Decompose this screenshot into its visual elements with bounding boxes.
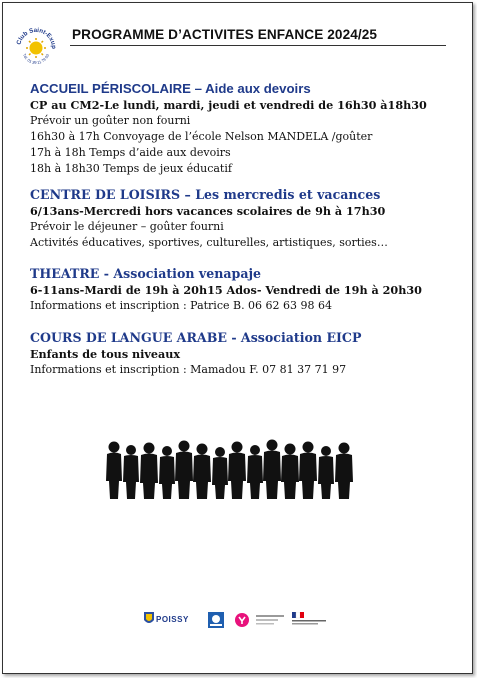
section-line: Enfants de tous niveaux: [30, 347, 181, 361]
section-line: Prévoir le déjeuner – goûter fourni: [30, 220, 224, 233]
children-silhouettes-image: [104, 437, 360, 499]
title-underline: [70, 45, 446, 46]
section-line: Activités éducatives, sportives, culturelles, artistiques, sorties…: [30, 236, 388, 249]
club-logo: [14, 26, 58, 70]
partner-logos: [140, 612, 340, 628]
departement-logo-icon: [256, 612, 284, 626]
section-line: Informations et inscription : Patrice B. 06 62 63 98 64: [30, 299, 333, 312]
section-line: 18h à 18h30 Temps de jeux éducatif: [30, 162, 232, 175]
republique-francaise-logo-icon: [292, 612, 326, 626]
poissy-crest-icon: [144, 612, 154, 626]
section-accueil-periscolaire: [30, 81, 470, 177]
section-heading: CENTRE DE LOISIRS – Les mercredis et vacances: [30, 187, 381, 202]
caf-logo-icon: [208, 612, 224, 628]
section-theatre: [30, 266, 470, 314]
page-title: PROGRAMME D’ACTIVITES ENFANCE 2024/25: [72, 27, 378, 42]
section-heading: ACCUEIL PÉRISCOLAIRE – Aide aux devoirs: [30, 81, 311, 96]
section-line: CP au CM2-Le lundi, mardi, jeudi et vendredi de 16h30 à18h30: [30, 98, 427, 112]
yvelines-logo-icon: [234, 612, 250, 628]
section-line: 16h30 à 17h Convoyage de l’école Nelson MANDELA /goûter: [30, 130, 373, 143]
logo-text-top: Club Saint-Exup: [15, 26, 58, 50]
section-line: 6/13ans-Mercredi hors vacances scolaires de 9h à 17h30: [30, 204, 386, 218]
section-line: Prévoir un goûter non fourni: [30, 114, 191, 127]
section-heading: COURS DE LANGUE ARABE - Association EICP: [30, 330, 362, 345]
section-line: Informations et inscription : Mamadou F. 07 81 37 71 97: [30, 363, 347, 376]
section-heading: THEATRE - Association venapaje: [30, 266, 262, 281]
poissy-logo-text: POISSY: [156, 615, 189, 624]
section-line: 6-11ans-Mardi de 19h à 20h15 Ados- Vendredi de 19h à 20h30: [30, 283, 422, 297]
section-line: 17h à 18h Temps d’aide aux devoirs: [30, 146, 231, 159]
logo-text-bottom: Tél. 01 39 11 79 03: [21, 52, 51, 66]
section-langue-arabe: [30, 330, 470, 378]
section-centre-de-loisirs: [30, 187, 470, 251]
